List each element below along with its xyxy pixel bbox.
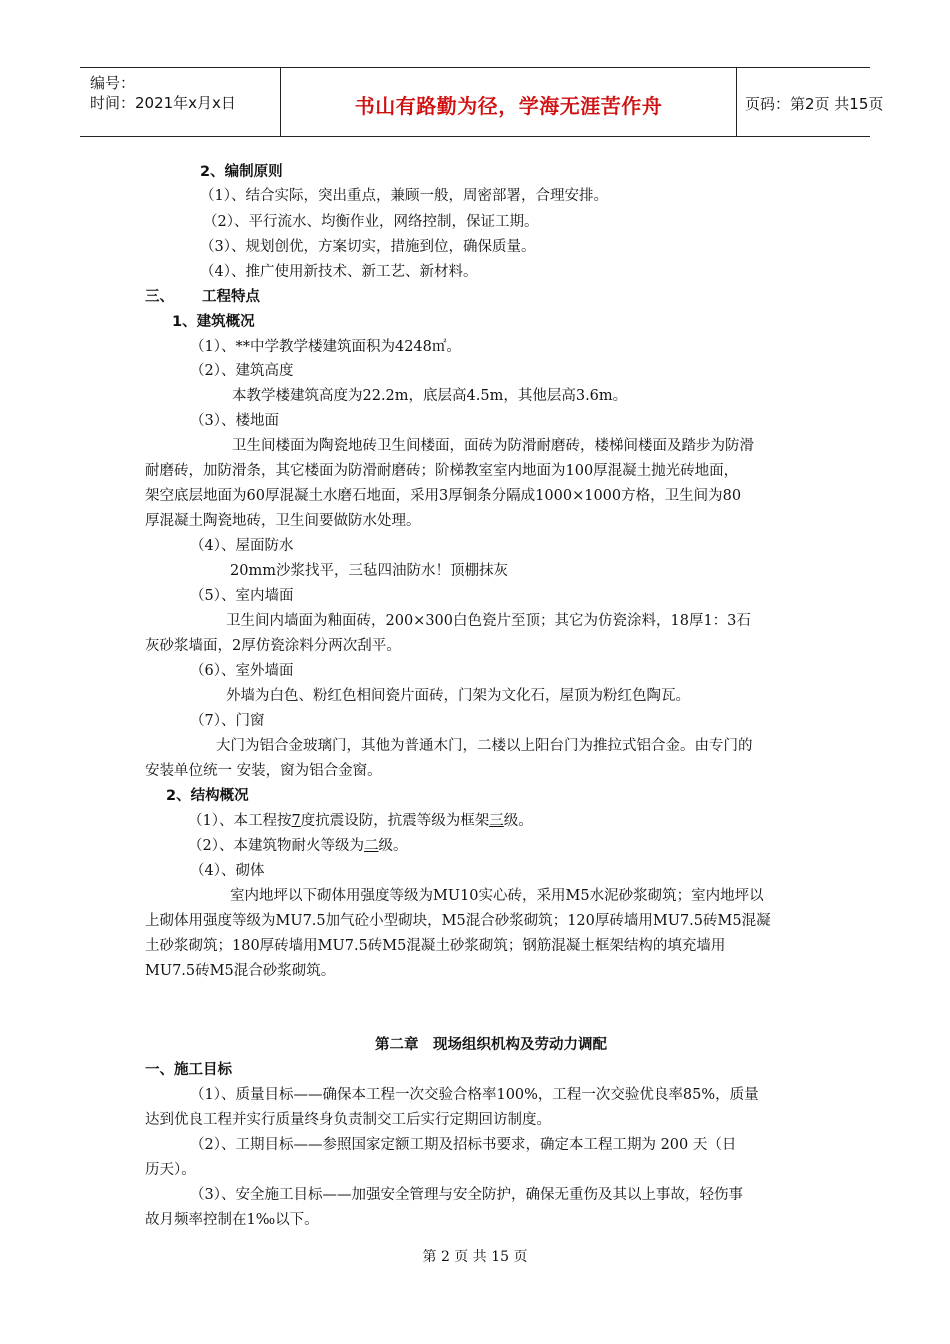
text-line: 大门为铝合金玻璃门，其他为普通木门，二楼以上阳台门为推拉式铝合金。由专门的 [216,738,753,754]
section-heading: 工程特点 [202,289,260,305]
text-line [188,811,533,831]
text-line: （1）、**中学教学楼建筑面积为4248㎡。 [190,339,461,355]
text-line: 卫生间楼面为陶瓷地砖卫生间楼面，面砖为防滑耐磨砖，楼梯间楼面及踏步为防滑 [232,438,754,454]
text-line: （3）、楼地面 [190,413,279,429]
text-segment: （2）、本建筑物耐火等级为 [188,838,364,854]
page-header [80,67,884,137]
text-line: （4）、砌体 [190,863,265,879]
underlined-value: 三 [489,813,504,829]
text-line: （1）、结合实际，突出重点，兼顾一般，周密部署，合理安排。 [200,188,608,204]
header-page-number: 页码：第2页 共15页 [745,95,884,113]
text-line: 达到优良工程并实行质量终身负责制交工后实行定期回访制度。 [145,1112,551,1128]
section-heading: 1、建筑概况 [172,314,255,330]
text-line: 外墙为白色、粉红色相间瓷片面砖，门架为文化石，屋顶为粉红色陶瓦。 [226,688,690,704]
text-line: （3）、安全施工目标——加强安全管理与安全防护，确保无重伤及其以上事故，轻伤事 [190,1187,743,1203]
text-line: 上砌体用强度等级为MU7.5加气砼小型砌块，M5混合砂浆砌筑；120厚砖墙用MU7.5砖M5混凝 [145,913,771,929]
text-line: 历天）。 [145,1162,196,1178]
text-line: （2）、建筑高度 [190,363,294,379]
text-line: 厚混凝土陶瓷地砖，卫生间要做防水处理。 [145,513,421,529]
text-line: （1）、质量目标——确保本工程一次交验合格率100%，工程一次交验优良率85%，质量 [190,1087,759,1103]
text-segment: 级。 [378,838,408,854]
header-motto: 书山有路勤为径，学海无涯苦作舟 [354,94,663,118]
text-line: （7）、门窗 [190,713,265,729]
page-footer: 第 2 页 共 15 页 [422,1249,528,1265]
underlined-value: 二 [363,838,379,854]
text-line: MU7.5砖M5混合砂浆砌筑。 [145,963,336,979]
text-line: 土砂浆砌筑；180厚砖墙用MU7.5砖M5混凝土砂浆砌筑；钢筋混凝土框架结构的填充墙用 [145,938,726,954]
text-line: （2）、工期目标——参照国家定额工期及招标书要求，确定本工程工期为 200 天（日 [190,1137,737,1153]
header-left-cell [80,68,280,136]
text-line: （2）、平行流水、均衡作业，网络控制，保证工期。 [203,214,539,230]
text-line: 故月频率控制在1‰以下。 [145,1212,319,1228]
text-line: 本教学楼建筑高度为22.2m，底层高4.5m，其他层高3.6m。 [232,388,628,404]
text-line: （4）、屋面防水 [190,538,294,554]
header-center-cell [280,68,737,136]
underlined-value: 7 [291,813,301,829]
text-line: 架空底层地面为60厚混凝土水磨石地面，采用3厚铜条分隔成1000×1000方格，卫生间为80 [145,488,742,504]
text-line: 室内地坪以下砌体用强度等级为MU10实心砖，采用M5水泥砂浆砌筑；室内地坪以 [230,888,764,904]
text-line: （5）、室内墙面 [190,588,294,604]
text-line: （3）、规划创优，方案切实，措施到位，确保质量。 [200,239,536,255]
text-segment: 级。 [503,813,533,829]
document-number-label: 编号： [90,74,136,92]
section-heading: 2、编制原则 [200,164,283,180]
text-segment: （1）、本工程按 [188,813,292,829]
text-line: （4）、推广使用新技术、新工艺、新材料。 [200,264,478,280]
text-line [188,836,407,856]
text-line: 20mm沙浆找平，三毡四油防水！顶棚抹灰 [230,563,508,579]
text-line: 安装单位统一 安装，窗为铝合金窗。 [145,763,382,779]
document-date-label: 时间：2021年x月x日 [90,94,236,112]
text-segment: 度抗震设防，抗震等级为框架 [300,813,490,829]
chapter-number: 三、 [145,289,174,305]
chapter-title: 第二章 现场组织机构及劳动力调配 [375,1037,607,1053]
section-heading: 一、施工目标 [145,1062,232,1078]
text-line: 耐磨砖，加防滑条，其它楼面为防滑耐磨砖；阶梯教室室内地面为100厚混凝土抛光砖地面， [145,463,739,479]
text-line: 灰砂浆墙面，2厚仿瓷涂料分两次刮平。 [145,638,401,654]
text-line: （6）、室外墙面 [190,663,294,679]
section-heading: 2、结构概况 [166,788,249,804]
text-line: 卫生间内墙面为釉面砖，200×300白色瓷片至顶；其它为仿瓷涂料，18厚1：3石 [226,613,751,629]
header-right-cell [737,68,884,136]
